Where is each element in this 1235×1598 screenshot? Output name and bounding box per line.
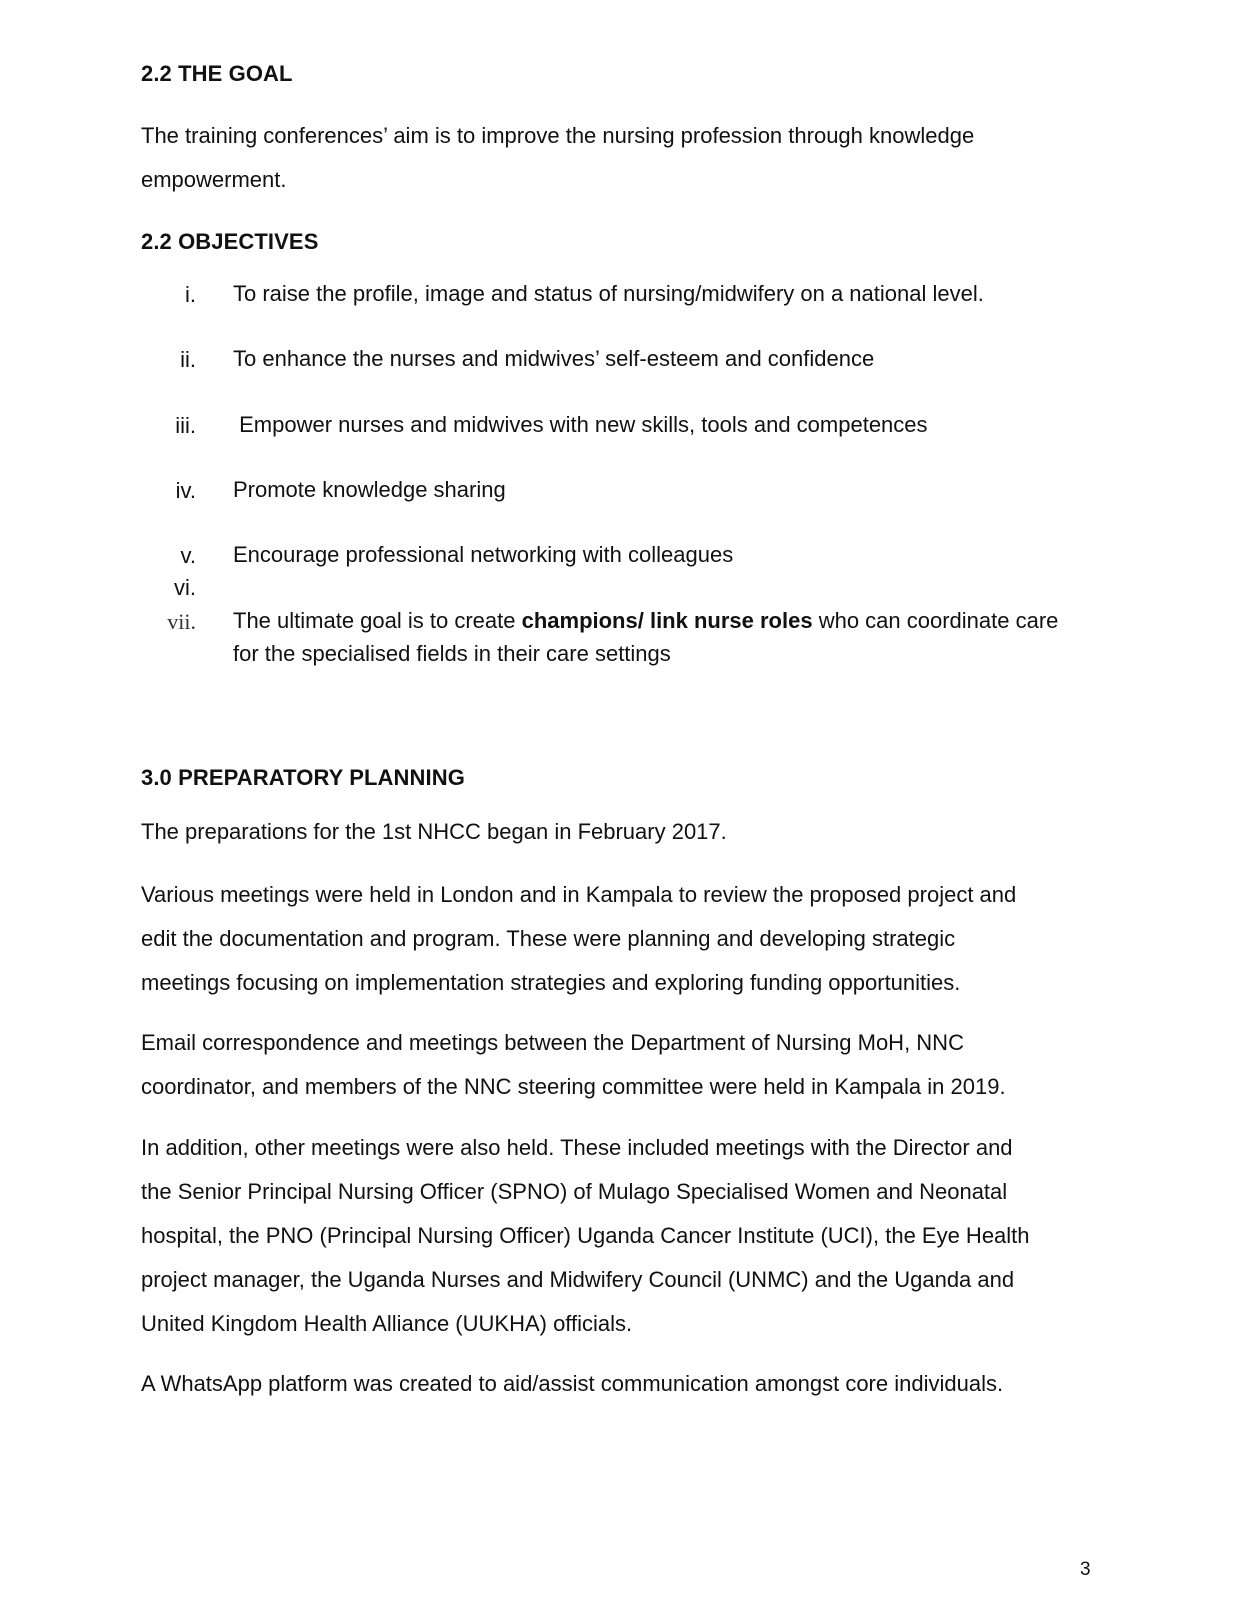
objective-number: v. [180, 543, 196, 568]
page-number: 3 [1080, 1559, 1091, 1580]
goal-paragraph [141, 114, 1071, 202]
objective-text: Encourage professional networking with colleagues [233, 542, 734, 567]
planning-paragraph [141, 873, 1071, 1005]
objective-text: Empower nurses and midwives with new skills, tools and competences [233, 412, 928, 437]
goal-heading: 2.2 THE GOAL [141, 61, 293, 86]
objective-number: iv. [175, 478, 196, 503]
objective-number: vii. [167, 609, 196, 634]
objective-text: To enhance the nurses and midwives’ self-esteem and confidence [233, 346, 875, 371]
planning-paragraph [141, 810, 1071, 854]
objective-text [233, 604, 1058, 637]
paragraph-line: meetings focusing on implementation strategies and exploring funding opportunities. [141, 970, 961, 995]
planning-paragraph [141, 1021, 1071, 1109]
objective-number: vi. [174, 575, 196, 600]
paragraph-line: Email correspondence and meetings between the Department of Nursing MoH, NNC [141, 1030, 964, 1055]
objective-number: iii. [175, 413, 196, 438]
paragraph-line: A WhatsApp platform was created to aid/assist communication amongst core individuals. [141, 1371, 1004, 1396]
objective-text: To raise the profile, image and status of nursing/midwifery on a national level. [233, 281, 984, 306]
goal-line: The training conferences’ aim is to improve the nursing profession through knowledge [141, 123, 975, 148]
paragraph-line: Various meetings were held in London and in Kampala to review the proposed project and [141, 882, 1017, 907]
objective-text: Promote knowledge sharing [233, 477, 506, 502]
planning-paragraph [141, 1362, 1071, 1406]
paragraph-line: United Kingdom Health Alliance (UUKHA) officials. [141, 1311, 633, 1336]
objective-text-part: The ultimate goal is to create [233, 608, 522, 633]
objective-text-bold: champions/ link nurse roles [521, 608, 813, 633]
objective-text-continued: for the specialised fields in their care settings [233, 641, 671, 666]
paragraph-line: The preparations for the 1st NHCC began in February 2017. [141, 819, 727, 844]
objective-text-part: who can coordinate care [812, 608, 1059, 633]
paragraph-line: hospital, the PNO (Principal Nursing Officer) Uganda Cancer Institute (UCI), the Eye Health [141, 1223, 1030, 1248]
goal-line: empowerment. [141, 167, 287, 192]
planning-paragraph [141, 1126, 1071, 1346]
paragraph-line: coordinator, and members of the NNC steering committee were held in Kampala in 2019. [141, 1074, 1006, 1099]
objective-number: ii. [180, 347, 196, 372]
paragraph-line: edit the documentation and program. These were planning and developing strategic [141, 926, 956, 951]
objective-number: i. [185, 282, 196, 307]
planning-heading: 3.0 PREPARATORY PLANNING [141, 765, 465, 790]
paragraph-line: the Senior Principal Nursing Officer (SPNO) of Mulago Specialised Women and Neonatal [141, 1179, 1008, 1204]
objectives-heading: 2.2 OBJECTIVES [141, 229, 319, 254]
paragraph-line: project manager, the Uganda Nurses and Midwifery Council (UNMC) and the Uganda and [141, 1267, 1015, 1292]
paragraph-line: In addition, other meetings were also held. These included meetings with the Director and [141, 1135, 1013, 1160]
